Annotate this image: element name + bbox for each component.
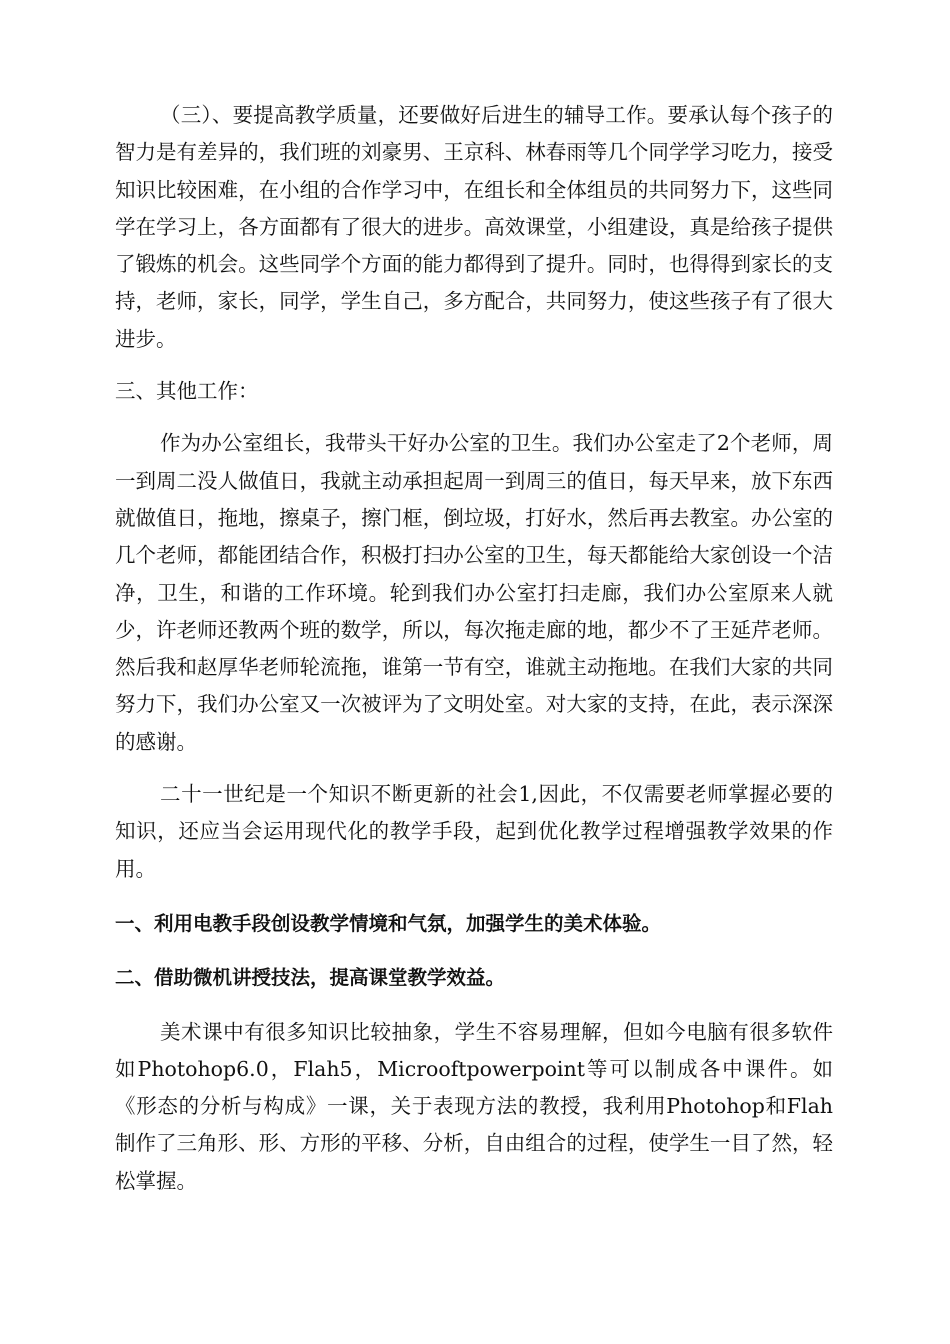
paragraph-backward-students: （三）、要提高教学质量，还要做好后进生的辅导工作。要承认每个孩子的智力是有差异的，我们班的刘豪男、王京科、林春雨等几个同学学习吃力，接受知识比较困难，在小组的合作学习中，在组长和全体组员的共同努力下，这些同学在学习上，各方面都有了很大的进步。高效课堂，小组建设，真是给孩子提供了锻炼的机会。这些同学个方面的能力都得到了提升。同时，也得得到家长的支持，老师，家长，同学，学生自己，多方配合，共同努力，使这些孩子有了很大进步。	[115, 103, 833, 351]
paragraph-modern-teaching: 二十一世纪是一个知识不断更新的社会1,因此，不仅需要老师掌握必要的知识，还应当会运用现代化的教学手段，起到优化教学过程增强教学效果的作用。	[115, 782, 833, 881]
section-heading-other-work: 三、其他工作：	[115, 379, 259, 404]
paragraph-art-software: 美术课中有很多知识比较抽象，学生不容易理解，但如今电脑有很多软件如Photohop6.0，Flah5，Microoftpowerpoint等可以制成各中课件。如《形态的分析与构成》一课，关于表现方法的教授，我利用Photohop和Flah制作了三角形、形、方形的平移、分析，自由组合的过程，使学生一目了然，轻松掌握。	[115, 1019, 833, 1193]
bold-heading-computer-techniques: 二、借助微机讲授技法，提高课堂教学效益。	[115, 966, 506, 990]
bold-heading-multimedia: 一、利用电教手段创设教学情境和气氛，加强学生的美术体验。	[115, 911, 662, 935]
document-page	[115, 97, 833, 1200]
paragraph-office-duties: 作为办公室组长，我带头干好办公室的卫生。我们办公室走了2个老师，周一到周二没人做值日，我就主动承担起周一到周三的值日，每天早来，放下东西就做值日，拖地，擦桌子，擦门框，倒垃圾，打好水，然后再去教室。办公室的几个老师，都能团结合作，积极打扫办公室的卫生，每天都能给大家创设一个洁净，卫生，和谐的工作环境。轮到我们办公室打扫走廊，我们办公室原来人就少，许老师还教两个班的数学，所以，每次拖走廊的地，都少不了王延芹老师。然后我和赵厚华老师轮流拖，谁第一节有空，谁就主动拖地。在我们大家的共同努力下，我们办公室又一次被评为了文明处室。对大家的支持，在此，表示深深的感谢。	[115, 431, 833, 754]
